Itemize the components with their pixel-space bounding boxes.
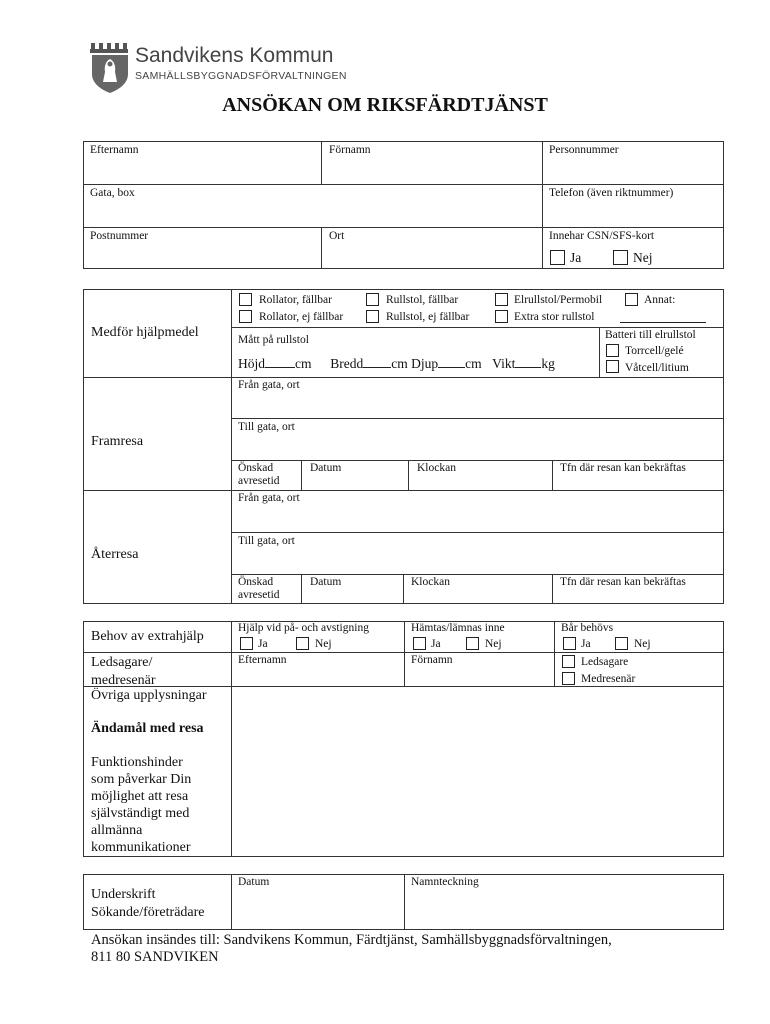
framresa-fran-field[interactable]: Från gata, ort (238, 379, 300, 391)
rullstol-measurements[interactable]: Höjd cm Bredd cm Djup cm Vikt kg (238, 356, 555, 371)
csn-ja-checkbox[interactable] (550, 250, 565, 265)
aids-label: Medför hjälpmedel (91, 325, 199, 340)
aterresa-till-field[interactable]: Till gata, ort (238, 535, 295, 547)
extrahjalp-label: Behov av extrahjälp (91, 629, 204, 644)
ledsagare-fornamn-field[interactable]: Förnamn (411, 654, 453, 666)
bar-ja-label: Ja (581, 638, 591, 650)
andamal-label: Ändamål med resa (91, 721, 204, 736)
hamtas-label: Hämtas/lämnas inne (411, 622, 505, 634)
hjalp-label: Hjälp vid på- och avstigning (238, 622, 369, 634)
extra-stor-checkbox[interactable] (495, 310, 508, 323)
torrcell-checkbox[interactable] (606, 344, 619, 357)
vatcell-checkbox[interactable] (606, 360, 619, 373)
bar-ja-checkbox[interactable] (563, 637, 576, 650)
telefon-field[interactable]: Telefon (även riktnummer) (549, 187, 674, 199)
ledsagare-label: Ledsagare (581, 656, 629, 668)
csn-nej-label: Nej (633, 250, 653, 265)
torrcell-label: Torrcell/gelé (625, 345, 684, 357)
rullstol-ej-label: Rullstol, ej fällbar (386, 311, 470, 323)
gata-field[interactable]: Gata, box (90, 187, 135, 199)
hjalp-ja-checkbox[interactable] (240, 637, 253, 650)
elrullstol-checkbox[interactable] (495, 293, 508, 306)
hamtas-nej-label: Nej (485, 638, 502, 650)
org-name: Sandvikens Kommun (135, 44, 334, 67)
hamtas-ja-checkbox[interactable] (413, 637, 426, 650)
framresa-till-field[interactable]: Till gata, ort (238, 421, 295, 433)
hjalp-nej-label: Nej (315, 638, 332, 650)
hamtas-nej-checkbox[interactable] (466, 637, 479, 650)
matt-label: Mått på rullstol (238, 334, 309, 346)
rollator-fallbar-label: Rollator, fällbar (259, 294, 332, 306)
ort-field[interactable]: Ort (329, 230, 345, 242)
framresa-tfn-field[interactable]: Tfn där resan kan bekräftas (560, 462, 686, 474)
ledsagare-checkbox[interactable] (562, 655, 575, 668)
bar-nej-label: Nej (634, 638, 651, 650)
efternamn-field[interactable]: Efternamn (90, 144, 139, 156)
csn-nej-checkbox[interactable] (613, 250, 628, 265)
rollator-ej-label: Rollator, ej fällbar (259, 311, 344, 323)
aterresa-label: Återresa (91, 547, 139, 562)
municipality-logo (88, 42, 132, 94)
csn-label: Innehar CSN/SFS-kort (549, 230, 655, 242)
rollator-fallbar-checkbox[interactable] (239, 293, 252, 306)
bar-nej-checkbox[interactable] (615, 637, 628, 650)
signature-datum-field[interactable]: Datum (238, 876, 270, 888)
page-title: ANSÖKAN OM RIKSFÄRDTJÄNST (222, 94, 548, 116)
aterresa-onskad-label: Önskad avresetid (238, 576, 280, 602)
hjalp-ja-label: Ja (258, 638, 268, 650)
footer-address: Ansökan insändes till: Sandvikens Kommun, Färdtjänst, Samhällsbyggnadsförvaltningen, 811 80 SANDVIKEN (91, 932, 612, 965)
aterresa-klockan-field[interactable]: Klockan (411, 576, 450, 588)
aterresa-tfn-field[interactable]: Tfn där resan kan bekräftas (560, 576, 686, 588)
ledsagare-efternamn-field[interactable]: Efternamn (238, 654, 287, 666)
csn-ja-label: Ja (570, 250, 582, 265)
elrullstol-label: Elrullstol/Permobil (514, 294, 603, 306)
org-department: SAMHÄLLSBYGGNADSFÖRVALTNINGEN (135, 70, 347, 82)
ovriga-textarea[interactable] (232, 687, 723, 856)
rollator-ej-checkbox[interactable] (239, 310, 252, 323)
annat-checkbox[interactable] (625, 293, 638, 306)
annat-label: Annat: (644, 294, 676, 306)
ovriga-label: Övriga upplysningar (91, 688, 207, 703)
medresenar-label: Medresenär (581, 673, 636, 685)
signature-namn-field[interactable]: Namnteckning (411, 876, 479, 888)
funktionshinder-label: Funktionshinder som påverkar Din möjlighet att resa självständigt med allmänna kommunikationer (91, 755, 192, 855)
medresenar-checkbox[interactable] (562, 672, 575, 685)
rullstol-ej-checkbox[interactable] (366, 310, 379, 323)
vatcell-label: Våtcell/litium (625, 362, 689, 374)
bar-label: Bår behövs (561, 622, 614, 634)
annat-line[interactable] (620, 322, 706, 323)
postnummer-field[interactable]: Postnummer (90, 230, 149, 242)
signature-label: Underskrift Sökande/företrädare (91, 887, 205, 920)
batteri-label: Batteri till elrullstol (605, 329, 696, 341)
personnummer-field[interactable]: Personnummer (549, 144, 619, 156)
framresa-klockan-field[interactable]: Klockan (417, 462, 456, 474)
aterresa-datum-field[interactable]: Datum (310, 576, 342, 588)
hamtas-ja-label: Ja (431, 638, 441, 650)
hjalp-nej-checkbox[interactable] (296, 637, 309, 650)
rullstol-fallbar-checkbox[interactable] (366, 293, 379, 306)
rullstol-fallbar-label: Rullstol, fällbar (386, 294, 459, 306)
extra-stor-label: Extra stor rullstol (514, 311, 595, 323)
aterresa-fran-field[interactable]: Från gata, ort (238, 492, 300, 504)
fornamn-field[interactable]: Förnamn (329, 144, 371, 156)
framresa-datum-field[interactable]: Datum (310, 462, 342, 474)
framresa-label: Framresa (91, 434, 144, 449)
framresa-onskad-label: Önskad avresetid (238, 462, 280, 488)
ledsagare-row-label: Ledsagare/ medresenär (91, 655, 156, 688)
